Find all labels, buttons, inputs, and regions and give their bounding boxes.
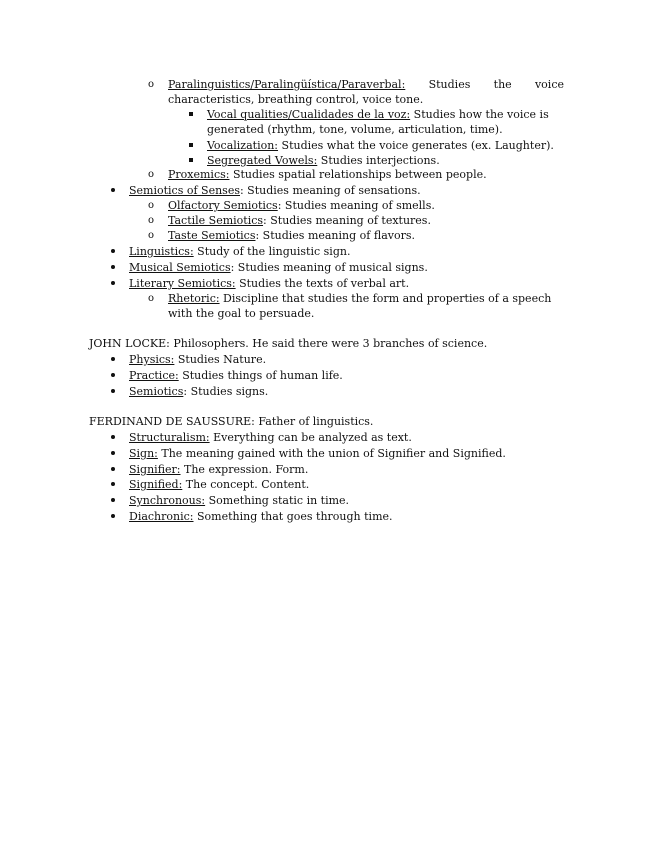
- list-item-vocal-qualities: [207, 107, 549, 122]
- definition: : Studies signs.: [183, 385, 269, 398]
- term: Physics:: [129, 353, 175, 366]
- term: Semiotics: [129, 385, 184, 398]
- list-item-practice: [129, 368, 343, 383]
- section-heading-john-locke: JOHN LOCKE: Philosophers. He said there were 3 branches of science.: [89, 337, 488, 350]
- circle-bullet: o: [148, 169, 155, 180]
- text-line: with the goal to persuade.: [168, 307, 315, 320]
- disc-bullet: [111, 514, 115, 518]
- list-item-linguistics: [129, 244, 350, 259]
- term: Rhetoric:: [168, 292, 220, 305]
- disc-bullet: [111, 188, 115, 192]
- justified-word: the: [493, 78, 512, 91]
- list-item-semiotics-of-senses: [129, 183, 421, 198]
- disc-bullet: [111, 389, 115, 393]
- definition: Studies interjections.: [317, 154, 440, 167]
- circle-bullet: o: [148, 200, 155, 211]
- list-item-signified: [129, 477, 309, 492]
- definition: Studies spatial relationships between people.: [229, 168, 487, 181]
- disc-bullet: [111, 451, 115, 455]
- term: Taste Semiotics: [168, 229, 256, 242]
- term: Literary Semiotics:: [129, 277, 236, 290]
- list-item-segregated-vowels: [207, 153, 440, 168]
- square-bullet: [189, 143, 193, 147]
- term: Signified:: [129, 478, 183, 491]
- term: Signifier:: [129, 463, 181, 476]
- list-item-olfactory: [168, 198, 435, 213]
- definition: The meaning gained with the union of Signifier and Signified.: [157, 447, 506, 460]
- term: Olfactory Semiotics: [168, 199, 278, 212]
- definition: Discipline that studies the form and properties of a speech: [219, 292, 552, 305]
- square-bullet: [189, 158, 193, 162]
- text-line: characteristics, breathing control, voice tone.: [168, 93, 424, 106]
- definition: Studies things of human life.: [178, 369, 343, 382]
- definition: Something that goes through time.: [193, 510, 393, 523]
- definition: Study of the linguistic sign.: [193, 245, 351, 258]
- list-item-vocalization: [207, 138, 554, 153]
- list-item-paralinguistics: [168, 77, 564, 92]
- text-line: generated (rhythm, tone, volume, articulation, time).: [207, 123, 503, 136]
- term: Vocal qualities/Cualidades de la voz:: [207, 108, 411, 121]
- term: Segregated Vowels:: [207, 154, 318, 167]
- disc-bullet: [111, 357, 115, 361]
- circle-bullet: o: [148, 215, 155, 226]
- list-item-musical-semiotics: [129, 260, 428, 275]
- term: Diachronic:: [129, 510, 194, 523]
- definition: Studies how the voice is: [410, 108, 549, 121]
- definition: Studies the texts of verbal art.: [235, 277, 410, 290]
- definition: Studies what the voice generates (ex. Laughter).: [278, 139, 554, 152]
- definition: : Studies meaning of textures.: [263, 214, 431, 227]
- disc-bullet: [111, 249, 115, 253]
- disc-bullet: [111, 435, 115, 439]
- list-item-proxemics: [168, 167, 487, 182]
- list-item-sign: [129, 446, 506, 461]
- definition: Studies Nature.: [174, 353, 267, 366]
- list-item-literary-semiotics: [129, 276, 409, 291]
- term: Synchronous:: [129, 494, 206, 507]
- term: Sign:: [129, 447, 158, 460]
- list-item-taste: [168, 228, 415, 243]
- section-heading-saussure: FERDINAND DE SAUSSURE: Father of linguistics.: [89, 415, 374, 428]
- disc-bullet: [111, 373, 115, 377]
- definition: : Studies meaning of sensations.: [239, 184, 421, 197]
- term: Semiotics of Senses: [129, 184, 240, 197]
- justified-word: Studies: [428, 78, 471, 91]
- list-item-semiotics: [129, 384, 268, 399]
- disc-bullet: [111, 467, 115, 471]
- term: Linguistics:: [129, 245, 194, 258]
- term: Tactile Semiotics: [168, 214, 264, 227]
- term: Proxemics:: [168, 168, 230, 181]
- term-paralinguistics: Paralinguistics/Paralingüística/Paraverbal:: [168, 78, 406, 91]
- definition: Everything can be analyzed as text.: [209, 431, 412, 444]
- square-bullet: [189, 112, 193, 116]
- circle-bullet: o: [148, 293, 155, 304]
- list-item-physics: [129, 352, 266, 367]
- definition: : Studies meaning of smells.: [277, 199, 435, 212]
- disc-bullet: [111, 482, 115, 486]
- disc-bullet: [111, 498, 115, 502]
- term: Vocalization:: [207, 139, 279, 152]
- list-item-rhetoric: [168, 291, 551, 306]
- list-item-structuralism: [129, 430, 412, 445]
- list-item-tactile: [168, 213, 431, 228]
- list-item-diachronic: [129, 509, 393, 524]
- disc-bullet: [111, 265, 115, 269]
- term: Structuralism:: [129, 431, 210, 444]
- list-item-signifier: [129, 462, 308, 477]
- disc-bullet: [111, 281, 115, 285]
- circle-bullet: o: [148, 79, 155, 90]
- definition: The concept. Content.: [182, 478, 310, 491]
- circle-bullet: o: [148, 230, 155, 241]
- justified-word: voice: [534, 78, 564, 91]
- definition: The expression. Form.: [180, 463, 309, 476]
- definition: : Studies meaning of musical signs.: [230, 261, 428, 274]
- definition: Something static in time.: [205, 494, 350, 507]
- list-item-synchronous: [129, 493, 349, 508]
- term: Musical Semiotics: [129, 261, 231, 274]
- term: Practice:: [129, 369, 179, 382]
- definition: : Studies meaning of flavors.: [255, 229, 415, 242]
